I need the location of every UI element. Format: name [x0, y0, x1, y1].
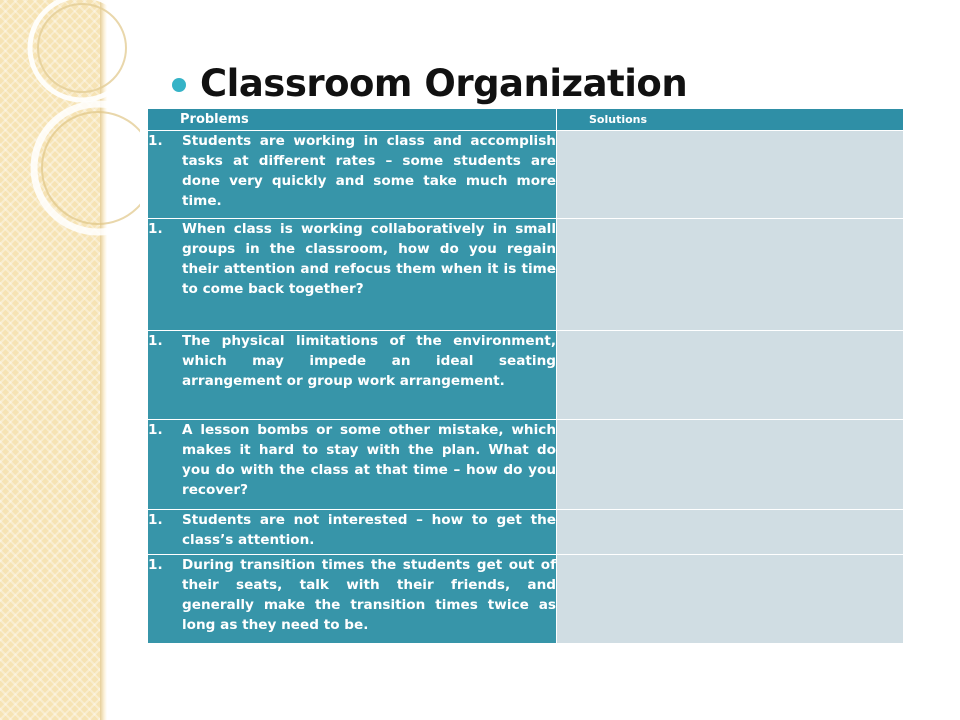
table-row	[148, 420, 904, 510]
page-title: Classroom Organization	[200, 61, 688, 105]
solution-cell	[557, 331, 904, 420]
problem-text: The physical limitations of the environment, which may impede an ideal seating arrangement or group work arrangement.	[182, 333, 556, 389]
solution-cell	[557, 131, 904, 219]
item-number: 1.	[148, 512, 163, 528]
table-header-row	[148, 109, 904, 131]
problem-cell	[148, 510, 557, 555]
table-row	[148, 219, 904, 331]
table-row	[148, 331, 904, 420]
decorative-rings	[0, 0, 140, 260]
problems-solutions-table	[147, 108, 904, 644]
solutions-header: Solutions	[557, 109, 904, 131]
item-number: 1.	[148, 221, 163, 237]
solution-cell	[557, 555, 904, 644]
solution-cell	[557, 219, 904, 331]
table-row	[148, 555, 904, 644]
solution-cell	[557, 420, 904, 510]
problems-header: Problems	[148, 109, 557, 131]
problem-text: During transition times the students get out of their seats, talk with their friends, and generally make the transition times twice as long as they need to be.	[182, 557, 556, 633]
item-number: 1.	[148, 133, 163, 149]
problem-cell	[148, 219, 557, 331]
problem-cell	[148, 131, 557, 219]
problem-text: A lesson bombs or some other mistake, which makes it hard to stay with the plan. What do you do with the class at that time – how do you recover?	[182, 422, 556, 498]
item-number: 1.	[148, 557, 163, 573]
problem-text: Students are not interested – how to get the class’s attention.	[182, 512, 556, 548]
problem-cell	[148, 420, 557, 510]
item-number: 1.	[148, 422, 163, 438]
solution-cell	[557, 510, 904, 555]
problem-cell	[148, 555, 557, 644]
title-row	[172, 58, 687, 108]
problem-text: When class is working collaboratively in small groups in the classroom, how do you regain their attention and refocus them when it is time to come back together?	[182, 221, 556, 297]
problem-cell	[148, 331, 557, 420]
table-row	[148, 131, 904, 219]
item-number: 1.	[148, 333, 163, 349]
table-row	[148, 510, 904, 555]
problem-text: Students are working in class and accomplish tasks at different rates – some students are done very quickly and some take much more time.	[182, 133, 556, 209]
title-bullet-icon	[172, 78, 186, 92]
